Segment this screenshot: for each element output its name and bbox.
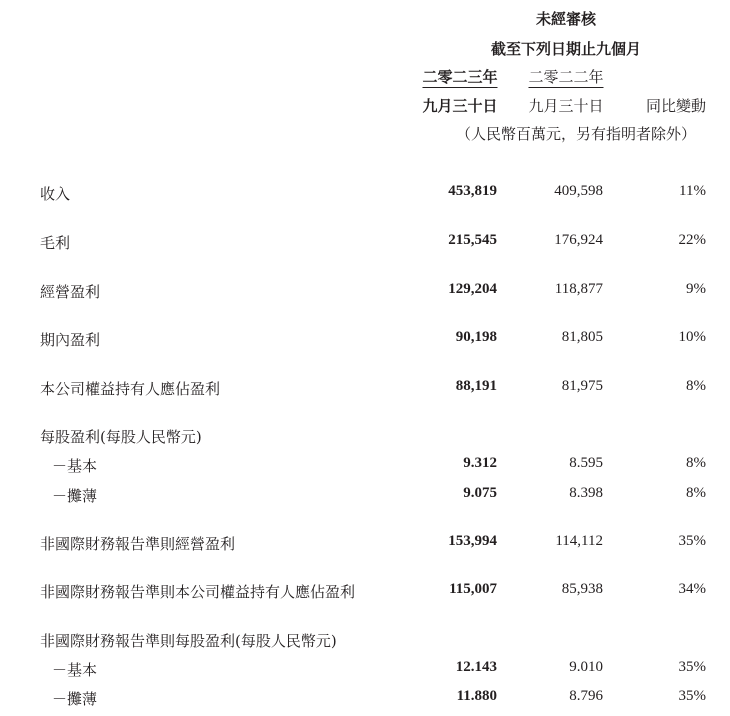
row-label-eps-basic: －基本 (52, 457, 98, 475)
row-label-non-ifrs-eps-diluted: －攤薄 (52, 690, 98, 708)
row-label-eps-diluted: －攤薄 (52, 487, 98, 505)
row-value-prior: 409,598 (554, 183, 603, 199)
row-value-current: 88,191 (455, 378, 497, 394)
col-2022-year: 二零二二年 (528, 68, 604, 86)
row-value-current: 9.075 (463, 485, 497, 501)
row-label-non-ifrs-eps-heading: 非國際財務報告準則每股盈利(每股人民幣元) (40, 632, 337, 650)
row-value-yoy: 35% (678, 688, 706, 704)
row-label-attributable-profit: 本公司權益持有人應佔盈利 (40, 380, 221, 398)
row-label-period-profit: 期內盈利 (40, 331, 101, 349)
row-label-non-ifrs-operating-profit: 非國際財務報告準則經營盈利 (40, 535, 236, 553)
row-value-yoy: 35% (678, 659, 706, 675)
row-value-yoy: 35% (678, 533, 706, 549)
row-value-current: 11.880 (456, 688, 497, 704)
row-value-current: 90,198 (455, 329, 497, 345)
row-label-operating-profit: 經營盈利 (40, 283, 101, 301)
row-value-yoy: 34% (678, 581, 706, 597)
unit-note: （人民幣百萬元，另有指明者除外） (455, 125, 697, 143)
row-value-prior: 118,877 (554, 281, 603, 297)
col-2023-year: 二零二三年 (422, 68, 498, 86)
row-label-eps-heading: 每股盈利(每股人民幣元) (40, 428, 202, 446)
row-value-prior: 81,975 (561, 378, 603, 394)
row-value-yoy: 9% (686, 281, 706, 297)
row-value-yoy: 10% (678, 329, 706, 345)
row-value-current: 453,819 (448, 183, 497, 199)
col-2023-date: 九月三十日 (422, 97, 498, 115)
row-value-prior: 9.010 (569, 659, 603, 675)
row-value-yoy: 11% (679, 183, 706, 199)
row-value-prior: 8.595 (569, 455, 603, 471)
row-value-yoy: 8% (686, 455, 706, 471)
unaudited-heading: 未經審核 (535, 10, 597, 28)
row-label-non-ifrs-attributable-profit: 非國際財務報告準則本公司權益持有人應佔盈利 (40, 583, 356, 601)
row-value-prior: 8.796 (569, 688, 603, 704)
row-value-prior: 8.398 (569, 485, 603, 501)
row-label-gross-profit: 毛利 (40, 234, 71, 252)
row-value-prior: 176,924 (554, 232, 603, 248)
row-value-current: 215,545 (448, 232, 497, 248)
period-heading: 截至下列日期止九個月 (490, 40, 642, 58)
row-label-revenue: 收入 (40, 185, 71, 203)
row-value-current: 12.143 (455, 659, 497, 675)
row-value-prior: 85,938 (561, 581, 603, 597)
row-value-prior: 81,805 (561, 329, 603, 345)
row-value-current: 153,994 (448, 533, 497, 549)
col-2022-date: 九月三十日 (528, 97, 604, 115)
row-value-current: 129,204 (448, 281, 497, 297)
col-yoy: 同比變動 (645, 97, 707, 115)
row-value-yoy: 8% (686, 378, 706, 394)
row-value-current: 9.312 (463, 455, 497, 471)
row-label-non-ifrs-eps-basic: －基本 (52, 661, 98, 679)
row-value-yoy: 22% (678, 232, 706, 248)
row-value-prior: 114,112 (555, 533, 603, 549)
row-value-current: 115,007 (449, 581, 497, 597)
row-value-yoy: 8% (686, 485, 706, 501)
